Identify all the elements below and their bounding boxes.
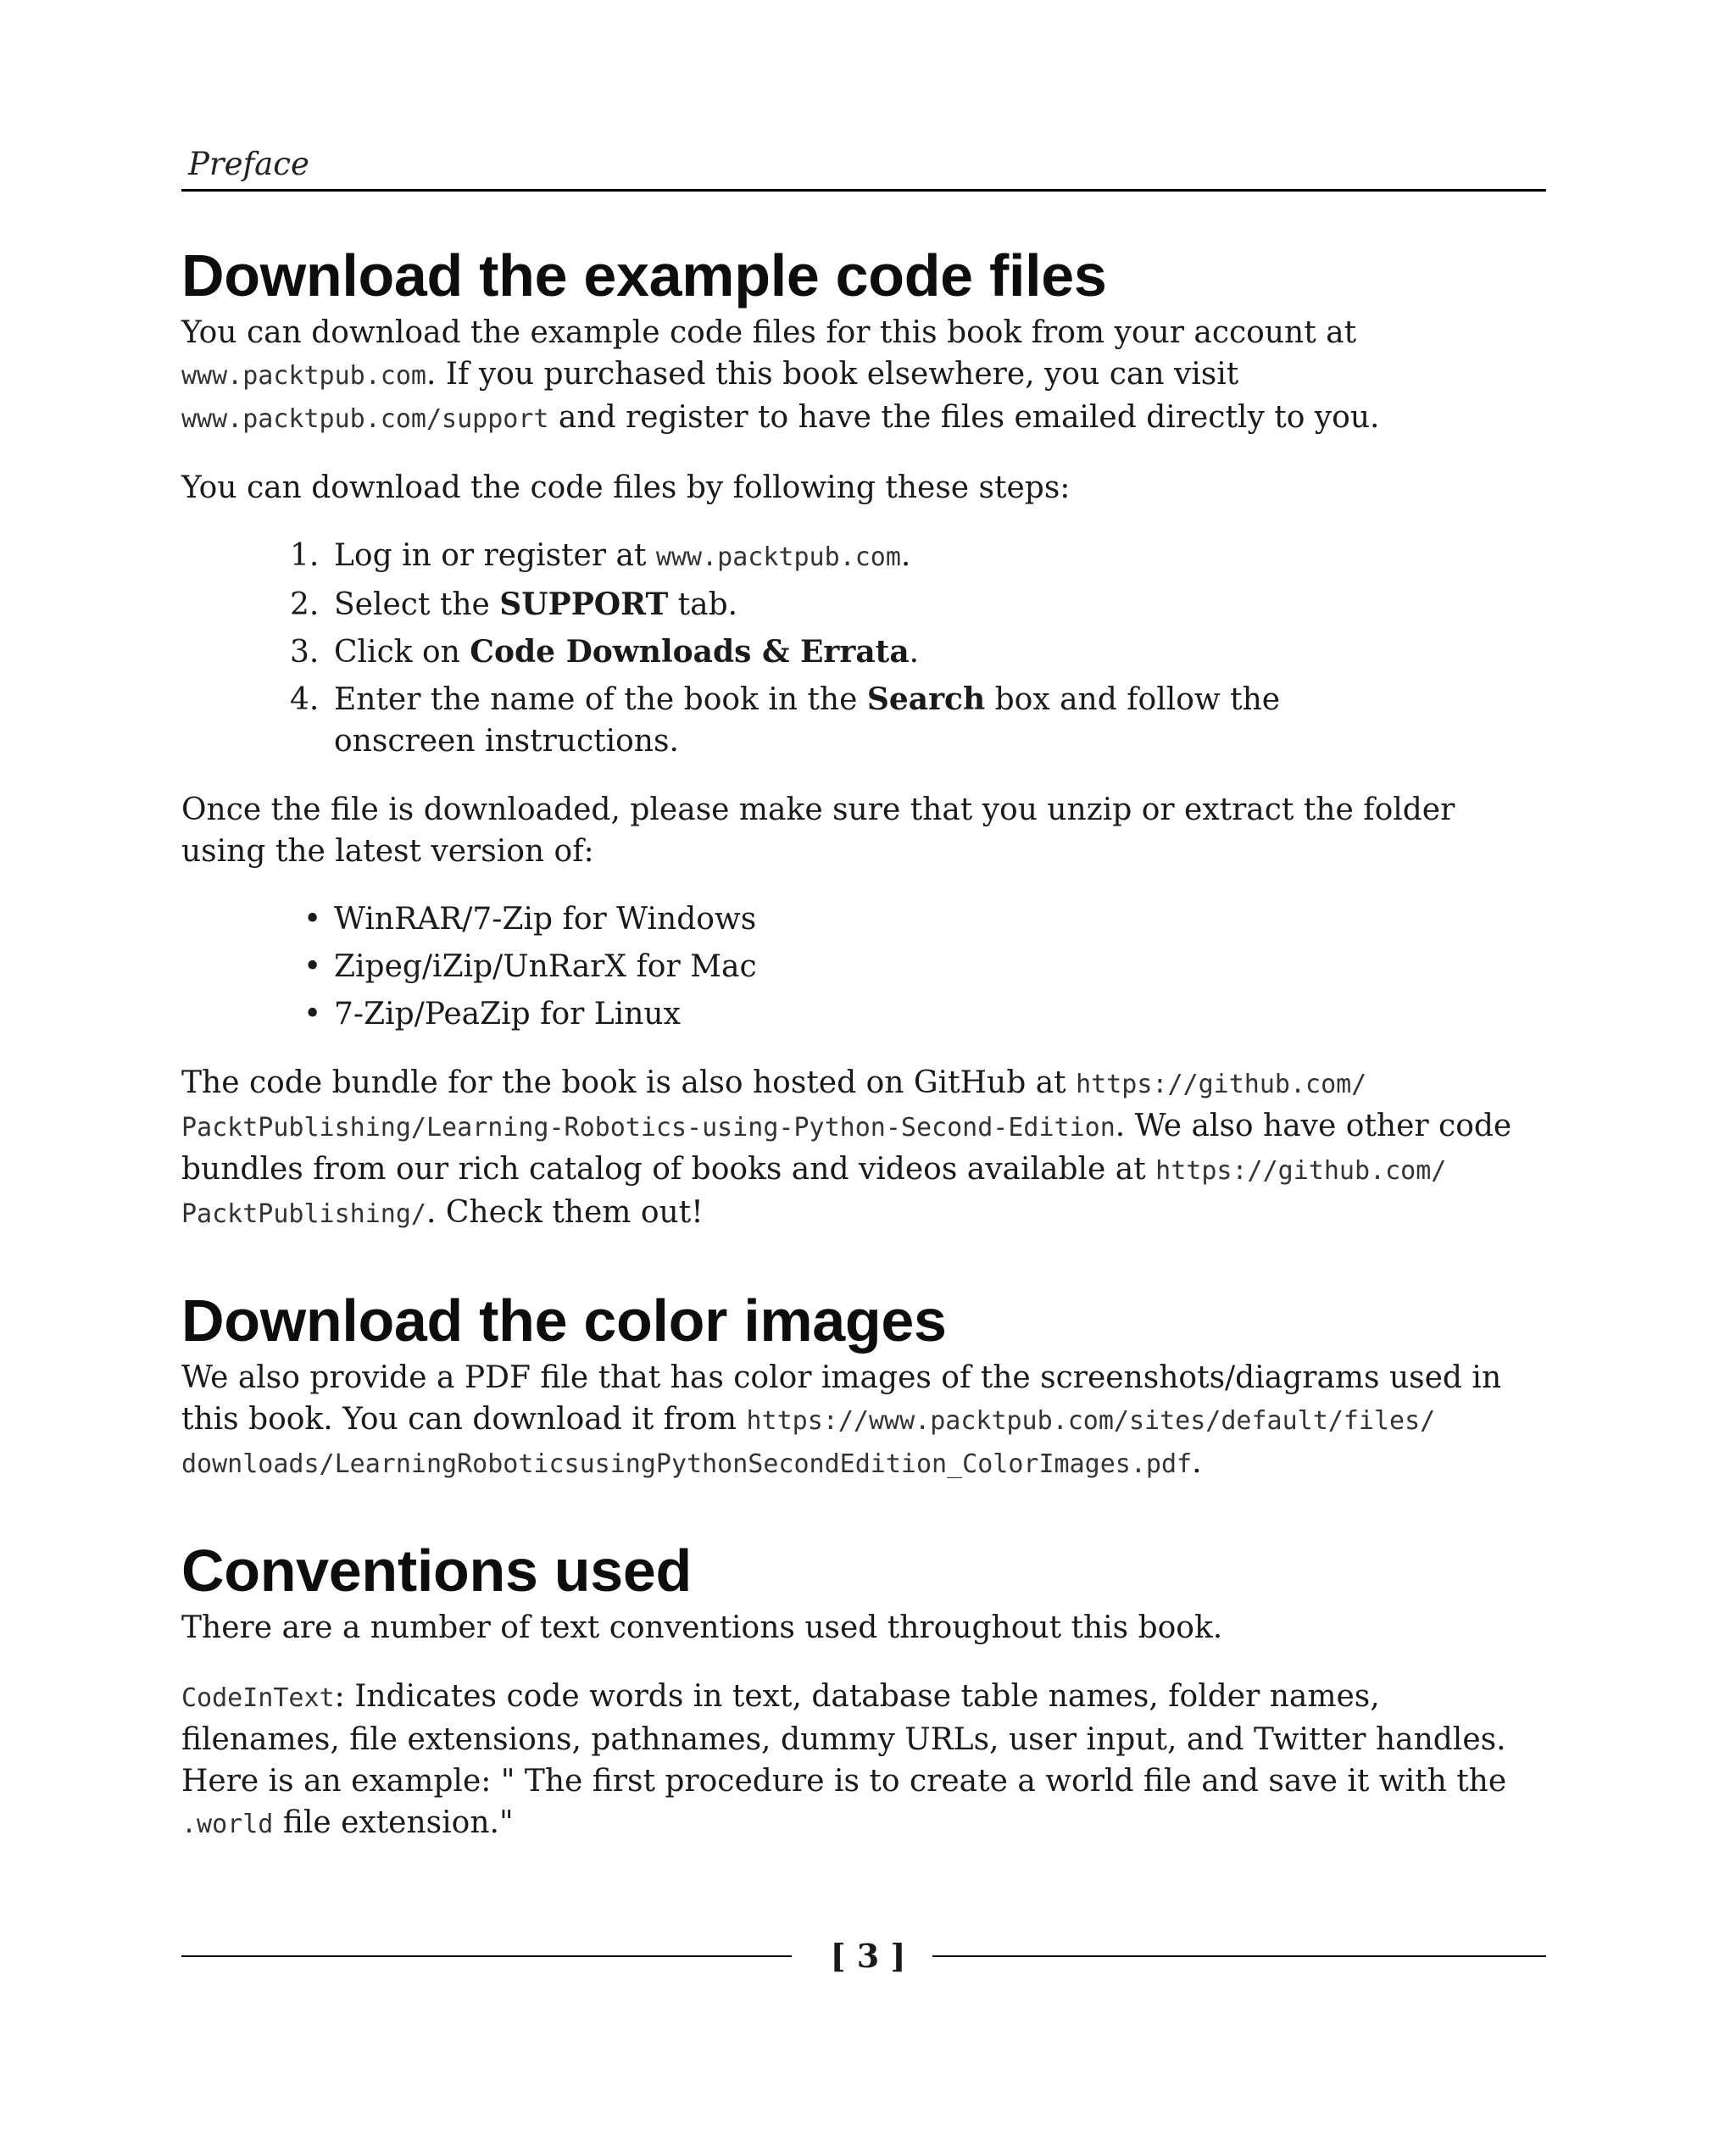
link-packtpub[interactable]: www.packtpub.com bbox=[655, 542, 901, 572]
list-item: • WinRAR/7-Zip for Windows bbox=[181, 898, 1546, 940]
steps-list bbox=[181, 535, 1546, 762]
link-github-a[interactable]: https://github.com/ bbox=[1076, 1070, 1367, 1099]
section-heading-conventions: Conventions used bbox=[181, 1538, 692, 1604]
footer-rule-right bbox=[932, 1955, 1546, 1957]
link-packtpub-support[interactable]: www.packtpub.com/support bbox=[181, 404, 549, 434]
running-head: Preface bbox=[188, 146, 309, 182]
list-item: 2. Select the SUPPORT tab. bbox=[290, 587, 738, 622]
section-heading-color-images: Download the color images bbox=[181, 1287, 947, 1354]
paragraph-codeintext: CodeInText: Indicates code words in text, database table names, folder names, filenames, file extensions, pathnames, dummy URLs, user input, and Twitter handles. Here is an example: " The first procedure is to create a world file and save it with the .world file extension." bbox=[181, 1679, 1507, 1840]
section-heading-download-code: Download the example code files bbox=[181, 242, 1107, 309]
paragraph-github: The code bundle for the book is also hosted on GitHub at https://github.com/ PacktPublishing/Learning-Robotics-using-Python-Second-Edition. We also have other code bundles from our rich catalog of books and videos available at https://github.com/ PacktPublishing/. Check them out! bbox=[181, 1065, 1512, 1230]
link-github-org[interactable]: PacktPublishing/ bbox=[181, 1199, 426, 1229]
link-color-images-a[interactable]: https://www.packtpub.com/sites/default/files/ bbox=[746, 1406, 1436, 1436]
list-item: • Zipeg/iZip/UnRarX for Mac bbox=[181, 946, 1546, 987]
page-number: [ 3 ] bbox=[830, 1937, 906, 1975]
link-github-repo[interactable]: PacktPublishing/Learning-Robotics-using-Python-Second-Edition bbox=[181, 1113, 1116, 1143]
paragraph-download-intro: You can download the example code files for this book from your account at www.packtpub.com. If you purchased this book elsewhere, you can visit www.packtpub.com/support and register to have the files emailed directly to you. bbox=[181, 315, 1380, 435]
code-sample: .world bbox=[181, 1810, 274, 1839]
bullet-icon: • bbox=[303, 949, 322, 984]
bullet-icon: • bbox=[303, 997, 322, 1032]
list-item: • 7-Zip/PeaZip for Linux bbox=[181, 993, 1546, 1035]
paragraph-color-images: We also provide a PDF file that has color images of the screenshots/diagrams used in this book. You can download it from https://www.packtpub.com/sites/default/files/ downloads/LearningRoboticsusingPythonSecondEdition_ColorImages.pdf. bbox=[181, 1360, 1502, 1480]
list-item: 3. Click on Code Downloads & Errata. bbox=[290, 634, 920, 670]
page-content bbox=[181, 241, 1546, 1845]
header-rule bbox=[181, 189, 1546, 192]
paragraph-steps-intro: You can download the code files by following these steps: bbox=[181, 470, 1071, 505]
link-color-images-b[interactable]: downloads/LearningRoboticsusingPythonSecondEdition_ColorImages.pdf bbox=[181, 1449, 1193, 1479]
list-item: 1. Log in or register at www.packtpub.com. bbox=[290, 538, 911, 573]
bullet-icon: • bbox=[303, 902, 322, 937]
paragraph-conventions-intro: There are a number of text conventions used throughout this book. bbox=[181, 1610, 1223, 1645]
list-item: 4. Enter the name of the book in the Search box and follow the onscreen instructions. bbox=[290, 681, 1281, 759]
code-sample: CodeInText bbox=[181, 1683, 335, 1713]
link-github-b[interactable]: https://github.com/ bbox=[1155, 1156, 1447, 1186]
footer-rule-left bbox=[181, 1955, 792, 1957]
tools-list bbox=[181, 898, 1546, 1035]
link-packtpub[interactable]: www.packtpub.com bbox=[181, 361, 426, 391]
page-footer bbox=[181, 1935, 1546, 1977]
paragraph-unzip: Once the file is downloaded, please make sure that you unzip or extract the folder using the latest version of: bbox=[181, 792, 1455, 869]
